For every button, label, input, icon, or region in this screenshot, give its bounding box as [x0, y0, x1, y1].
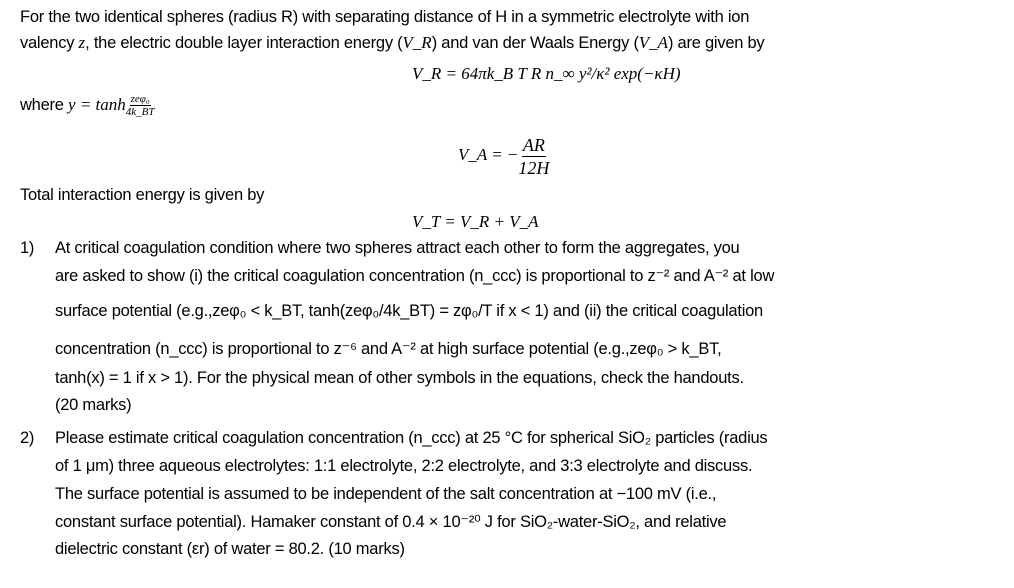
total-label: Total interaction energy is given by — [20, 186, 265, 204]
question-1-line: At critical coagulation condition where two spheres attract each other to form the aggregates, you — [55, 239, 740, 257]
question-2-line: Please estimate critical coagulation concentration (n_ccc) at 25 °C for spherical SiO₂ particles (radius — [55, 429, 768, 447]
where-label: where — [20, 95, 69, 114]
question-1-number: 1) — [20, 239, 35, 257]
text: ) and van der Waals Energy ( — [431, 34, 639, 52]
va-symbol: V_A — [638, 33, 668, 52]
fraction — [518, 134, 549, 179]
equation-vr: V_R = 64πk_B T R n_∞ y²/κ² exp(−κH) — [412, 64, 681, 83]
vr-symbol: V_R — [402, 33, 432, 52]
denominator: 4k_BT — [125, 106, 155, 118]
intro-line-1: For the two identical spheres (radius R) with separating distance of H in a symmetric electrolyte with ion — [20, 8, 750, 26]
question-2-line: of 1 μm) three aqueous electrolytes: 1:1 electrolyte, 2:2 electrolyte, and 3:3 electrolyte and discuss. — [55, 457, 753, 475]
y-def: y = tanh — [68, 94, 126, 114]
text: valency — [20, 34, 79, 52]
equation-va — [458, 130, 549, 180]
question-1-line: are asked to show (i) the critical coagulation concentration (n_ccc) is proportional to z⁻² and A⁻² at low — [55, 267, 775, 285]
question-2-line: The surface potential is assumed to be independent of the salt concentration at −100 mV (i.e., — [55, 485, 717, 503]
question-2-number: 2) — [20, 429, 35, 447]
question-1-line: surface potential (e.g.,zeφ₀ < k_BT, tanh(zeφ₀/4k_BT) = zφ₀/T if x < 1) and (ii) the critical coagulation — [55, 302, 763, 320]
where-line — [20, 93, 155, 118]
question-1-line: concentration (n_ccc) is proportional to z⁻⁶ and A⁻² at high surface potential (e.g.,zeφ₀ > k_BT, — [55, 340, 722, 358]
question-2-line: constant surface potential). Hamaker constant of 0.4 × 10⁻²⁰ J for SiO₂-water-SiO₂, and relative — [55, 513, 727, 531]
denominator: 12H — [518, 157, 550, 178]
question-1-line: (20 marks) — [55, 396, 132, 414]
text: , the electric double layer interaction energy ( — [85, 34, 403, 52]
numerator: zeφ₀ — [130, 93, 150, 105]
z-symbol: z — [78, 33, 86, 52]
fraction — [126, 93, 155, 118]
question-1-line: tanh(x) = 1 if x > 1). For the physical mean of other symbols in the equations, check the handouts. — [55, 369, 744, 387]
text: ) are given by — [667, 34, 765, 52]
va-lhs: V_A = − — [458, 145, 519, 164]
equation-vt: V_T = V_R + V_A — [412, 212, 539, 231]
numerator: AR — [522, 134, 545, 155]
intro-line-2 — [20, 32, 764, 54]
question-2-line: dielectric constant (εr) of water = 80.2. (10 marks) — [55, 540, 405, 558]
